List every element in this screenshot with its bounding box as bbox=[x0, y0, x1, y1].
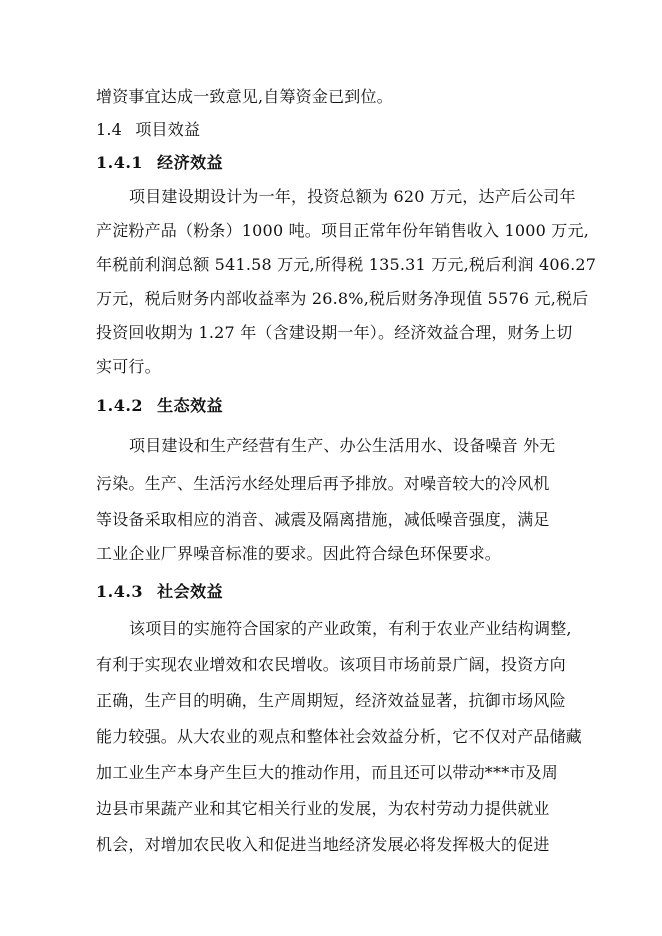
paragraph-line: 边县市果蔬产业和其它相关行业的发展，为农村劳动力提供就业 bbox=[96, 799, 550, 818]
paragraph-line: 项目建设期设计为一年，投资总额为 620 万元，达产后公司年 bbox=[129, 187, 576, 206]
section-title: 项目效益 bbox=[135, 120, 201, 139]
section-number: 1.4.2 bbox=[96, 396, 144, 415]
paragraph-line: 万元，税后财务内部收益率为 26.8%,税后财务净现值 5576 元,税后 bbox=[96, 289, 589, 308]
section-number: 1.4.1 bbox=[96, 153, 144, 172]
section-title: 生态效益 bbox=[157, 396, 224, 415]
intro-line: 增资事宜达成一致意见,自筹资金已到位。 bbox=[96, 87, 393, 106]
section-title: 经济效益 bbox=[157, 153, 224, 172]
paragraph-line: 有利于实现农业增效和农民增收。该项目市场前景广阔，投资方向 bbox=[96, 655, 566, 674]
section-title: 社会效益 bbox=[157, 582, 224, 601]
paragraph-line: 产淀粉产品（粉条）1000 吨。项目正常年份年销售收入 1000 万元, bbox=[96, 221, 589, 240]
paragraph-line: 投资回收期为 1.27 年（含建设期一年）。经济效益合理，财务上切 bbox=[96, 323, 573, 342]
paragraph-line: 加工业生产本身产生巨大的推动作用，而且还可以带动***市及周 bbox=[96, 763, 559, 782]
paragraph-line: 项目建设和生产经营有生产、办公生活用水、设备噪音 外无 bbox=[129, 436, 556, 455]
section-number: 1.4 bbox=[96, 120, 123, 139]
paragraph-line: 正确，生产目的明确，生产周期短，经济效益显著，抗御市场风险 bbox=[96, 691, 566, 710]
paragraph-line: 机会，对增加农民收入和促进当地经济发展必将发挥极大的促进 bbox=[96, 835, 550, 854]
section-1-4-3-heading bbox=[96, 582, 223, 602]
paragraph-line: 工业企业厂界噪音标准的要求。因此符合绿色环保要求。 bbox=[96, 544, 502, 563]
section-1-4-1-heading bbox=[96, 153, 223, 173]
paragraph-line: 等设备采取相应的消音、减震及隔离措施，减低噪音强度，满足 bbox=[96, 510, 550, 529]
paragraph-line: 实可行。 bbox=[96, 357, 161, 376]
paragraph-line: 年税前利润总额 541.58 万元,所得税 135.31 万元,税后利润 406.27 bbox=[96, 255, 597, 274]
paragraph-line: 能力较强。从大农业的观点和整体社会效益分析，它不仅对产品储藏 bbox=[96, 727, 583, 746]
paragraph-line: 该项目的实施符合国家的产业政策，有利于农业产业结构调整, bbox=[129, 619, 572, 638]
section-1-4-2-heading bbox=[96, 396, 223, 416]
section-1-4-heading bbox=[96, 120, 200, 140]
section-number: 1.4.3 bbox=[96, 582, 144, 601]
paragraph-line: 污染。生产、生活污水经处理后再予排放。对噪音较大的冷风机 bbox=[96, 474, 550, 493]
